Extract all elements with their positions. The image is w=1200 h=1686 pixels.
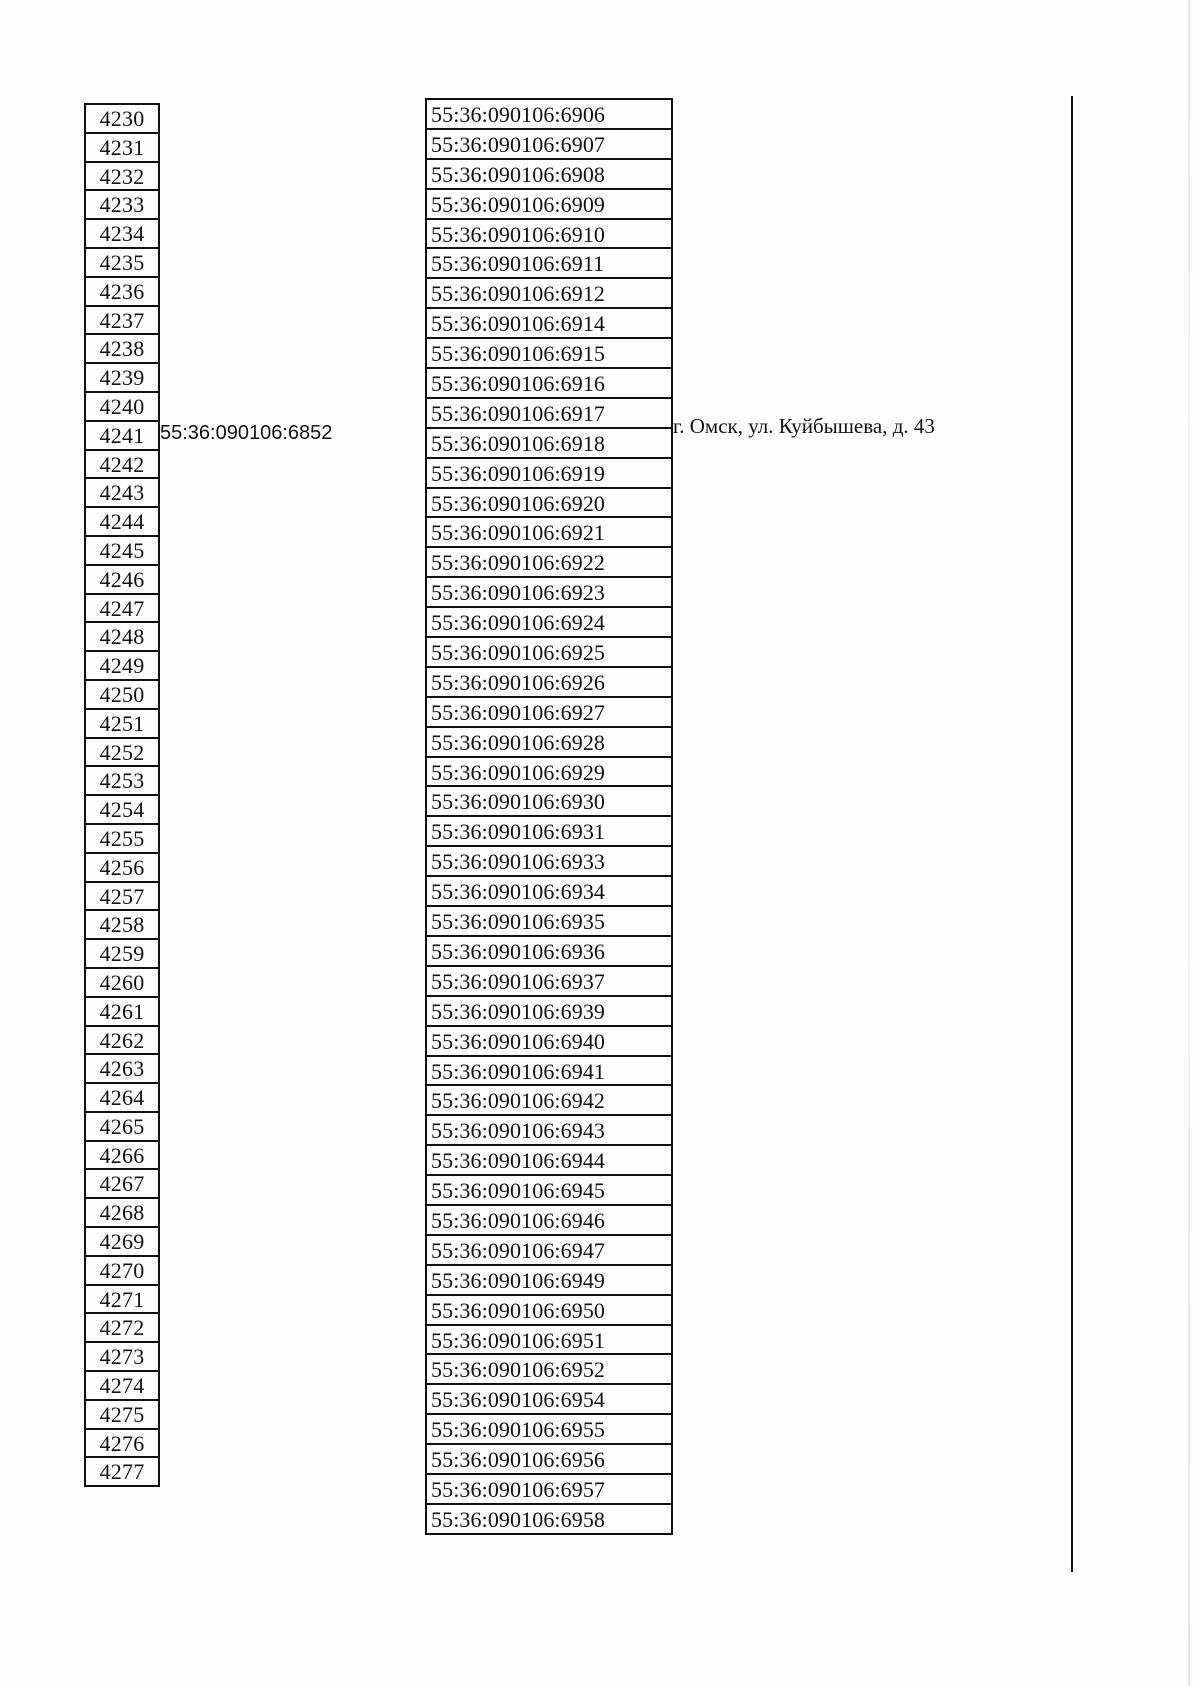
row-number-cell: 4259 [86,940,158,969]
row-number-cell: 4240 [86,393,158,422]
cadastral-number-cell: 55:36:090106:6926 [427,668,671,698]
cadastral-number-cell: 55:36:090106:6931 [427,817,671,847]
row-number-cell: 4235 [86,249,158,278]
row-number-cell: 4274 [86,1372,158,1401]
row-number-cell: 4269 [86,1228,158,1257]
row-number-cell: 4250 [86,681,158,710]
cadastral-number-cell: 55:36:090106:6921 [427,518,671,548]
cadastral-number-cell: 55:36:090106:6945 [427,1176,671,1206]
cadastral-number-cell: 55:36:090106:6930 [427,787,671,817]
cadastral-number-cell: 55:36:090106:6955 [427,1415,671,1445]
cadastral-number-cell: 55:36:090106:6954 [427,1385,671,1415]
cadastral-number-cell: 55:36:090106:6929 [427,758,671,788]
cadastral-number-cell: 55:36:090106:6933 [427,847,671,877]
row-number-cell: 4255 [86,825,158,854]
cadastral-number-cell: 55:36:090106:6918 [427,429,671,459]
row-number-cell: 4268 [86,1199,158,1228]
row-number-cell: 4270 [86,1257,158,1286]
row-number-cell: 4267 [86,1170,158,1199]
cadastral-number-cell: 55:36:090106:6946 [427,1206,671,1236]
row-number-cell: 4242 [86,451,158,480]
row-number-cell: 4265 [86,1113,158,1142]
cadastral-number-cell: 55:36:090106:6942 [427,1086,671,1116]
row-number-cell: 4236 [86,278,158,307]
cadastral-number-cell: 55:36:090106:6947 [427,1236,671,1266]
row-number-cell: 4276 [86,1430,158,1459]
row-number-cell: 4266 [86,1142,158,1171]
row-number-cell: 4253 [86,767,158,796]
cadastral-number-cell: 55:36:090106:6937 [427,967,671,997]
cadastral-number-cell: 55:36:090106:6919 [427,459,671,489]
cadastral-number-cell: 55:36:090106:6910 [427,220,671,250]
row-number-cell: 4245 [86,537,158,566]
row-number-cell: 4239 [86,364,158,393]
row-number-cell: 4263 [86,1055,158,1084]
row-number-cell: 4247 [86,595,158,624]
row-number-cell: 4254 [86,796,158,825]
row-number-cell: 4238 [86,335,158,364]
row-number-cell: 4272 [86,1314,158,1343]
row-number-cell: 4260 [86,969,158,998]
cadastral-number-cell: 55:36:090106:6958 [427,1505,671,1535]
cadastral-number-cell: 55:36:090106:6934 [427,877,671,907]
cadastral-number-cell: 55:36:090106:6952 [427,1355,671,1385]
cadastral-number-cell: 55:36:090106:6950 [427,1296,671,1326]
cadastral-number-cell: 55:36:090106:6907 [427,130,671,160]
row-number-cell: 4256 [86,854,158,883]
row-number-cell: 4273 [86,1343,158,1372]
row-number-cell: 4246 [86,566,158,595]
parent-cadastral-number: 55:36:090106:6852 [160,422,333,444]
row-number-cell: 4258 [86,911,158,940]
cadastral-number-cell: 55:36:090106:6923 [427,578,671,608]
cadastral-number-cell: 55:36:090106:6924 [427,608,671,638]
cadastral-number-cell: 55:36:090106:6956 [427,1445,671,1475]
row-number-cell: 4233 [86,191,158,220]
row-number-cell: 4244 [86,508,158,537]
cadastral-number-cell: 55:36:090106:6906 [427,100,671,130]
cadastral-number-cell: 55:36:090106:6941 [427,1057,671,1087]
cadastral-number-cell: 55:36:090106:6927 [427,698,671,728]
row-number-cell: 4249 [86,652,158,681]
cadastral-number-cell: 55:36:090106:6957 [427,1475,671,1505]
cadastral-number-cell: 55:36:090106:6935 [427,907,671,937]
table-right-border [1071,96,1073,1572]
row-number-cell: 4275 [86,1401,158,1430]
cadastral-number-cell: 55:36:090106:6928 [427,728,671,758]
cadastral-number-cell: 55:36:090106:6914 [427,309,671,339]
cadastral-number-column [425,98,673,1535]
row-number-cell: 4237 [86,307,158,336]
cadastral-number-cell: 55:36:090106:6908 [427,160,671,190]
object-address: г. Омск, ул. Куйбышева, д. 43 [673,414,935,438]
cadastral-number-cell: 55:36:090106:6920 [427,489,671,519]
cadastral-number-cell: 55:36:090106:6943 [427,1116,671,1146]
cadastral-number-cell: 55:36:090106:6912 [427,279,671,309]
row-number-cell: 4231 [86,134,158,163]
cadastral-number-cell: 55:36:090106:6922 [427,548,671,578]
cadastral-number-cell: 55:36:090106:6916 [427,369,671,399]
cadastral-number-cell: 55:36:090106:6925 [427,638,671,668]
row-number-cell: 4251 [86,710,158,739]
row-number-cell: 4234 [86,220,158,249]
row-number-cell: 4264 [86,1084,158,1113]
cadastral-number-cell: 55:36:090106:6909 [427,190,671,220]
row-number-cell: 4252 [86,739,158,768]
cadastral-number-cell: 55:36:090106:6917 [427,399,671,429]
cadastral-number-cell: 55:36:090106:6915 [427,339,671,369]
cadastral-number-cell: 55:36:090106:6936 [427,937,671,967]
cadastral-number-cell: 55:36:090106:6949 [427,1266,671,1296]
row-number-column [84,103,160,1487]
row-number-cell: 4277 [86,1458,158,1487]
cadastral-number-cell: 55:36:090106:6944 [427,1146,671,1176]
cadastral-number-cell: 55:36:090106:6940 [427,1027,671,1057]
row-number-cell: 4271 [86,1286,158,1315]
row-number-cell: 4262 [86,1027,158,1056]
row-number-cell: 4243 [86,479,158,508]
row-number-cell: 4232 [86,163,158,192]
scan-edge-line [1188,0,1190,1686]
row-number-cell: 4230 [86,105,158,134]
row-number-cell: 4241 [86,422,158,451]
row-number-cell: 4248 [86,623,158,652]
cadastral-number-cell: 55:36:090106:6911 [427,249,671,279]
row-number-cell: 4257 [86,883,158,912]
cadastral-number-cell: 55:36:090106:6939 [427,997,671,1027]
row-number-cell: 4261 [86,998,158,1027]
cadastral-number-cell: 55:36:090106:6951 [427,1326,671,1356]
